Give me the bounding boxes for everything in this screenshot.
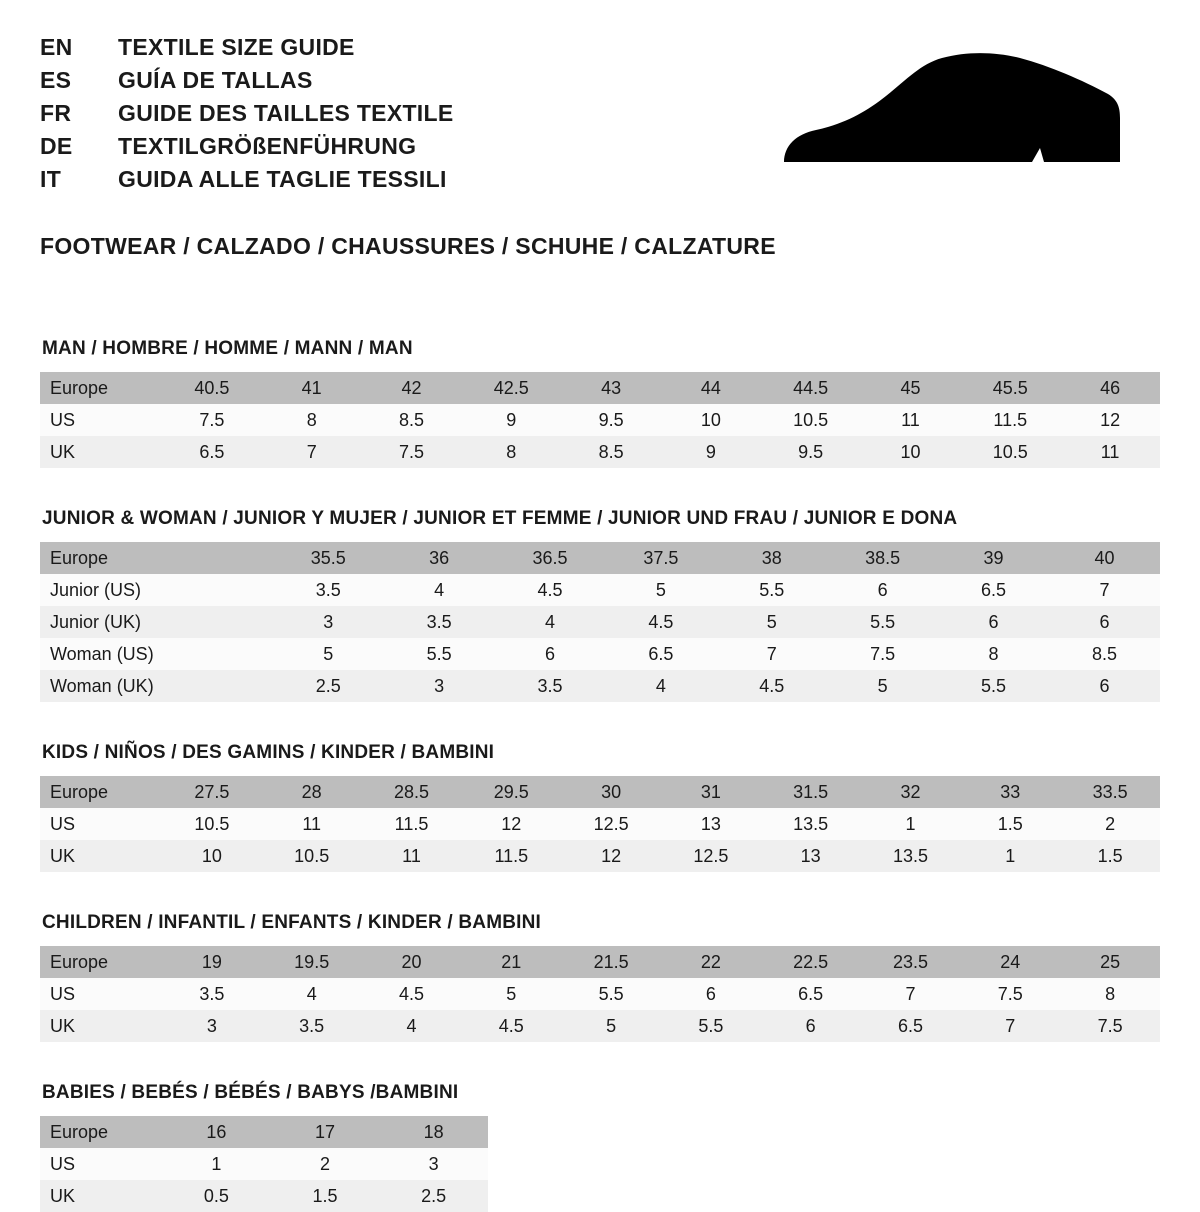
cell: 22.5 xyxy=(761,946,861,978)
cell: 27.5 xyxy=(162,776,262,808)
language-code: FR xyxy=(40,100,72,126)
cell: 9.5 xyxy=(561,404,661,436)
cell: 2 xyxy=(271,1148,380,1180)
cell: 7 xyxy=(960,1010,1060,1042)
language-code: IT xyxy=(40,166,62,192)
cell: 2 xyxy=(1060,808,1160,840)
cell: 38.5 xyxy=(827,542,938,574)
table-row xyxy=(40,670,1160,702)
section-kids xyxy=(40,742,1160,872)
cell: 10 xyxy=(661,404,761,436)
row-label: UK xyxy=(40,840,162,872)
cell: 8 xyxy=(461,436,561,468)
cell: 7 xyxy=(861,978,961,1010)
row-label: Europe xyxy=(40,1116,162,1148)
section-title: MAN / HOMBRE / HOMME / MANN / MAN xyxy=(42,338,413,359)
junior-woman-size-table xyxy=(40,542,1160,702)
language-title: GUÍA DE TALLAS xyxy=(118,67,313,93)
cell: 5 xyxy=(561,1010,661,1042)
cell: 1 xyxy=(162,1148,271,1180)
table-row xyxy=(40,404,1160,436)
row-label: Junior (US) xyxy=(40,574,162,606)
cell: 3.5 xyxy=(262,1010,362,1042)
cell: 5.5 xyxy=(938,670,1049,702)
cell: 2.5 xyxy=(273,670,384,702)
dress-shoe-illustration xyxy=(772,50,1132,180)
cell: 36.5 xyxy=(495,542,606,574)
row-label: Europe xyxy=(40,946,162,978)
table-row xyxy=(40,372,1160,404)
cell: 7 xyxy=(1049,574,1160,606)
cell: 4.5 xyxy=(495,574,606,606)
cell: 10.5 xyxy=(262,840,362,872)
language-row xyxy=(40,133,454,166)
cell: 17 xyxy=(271,1116,380,1148)
row-label: UK xyxy=(40,1180,162,1212)
cell: 4 xyxy=(495,606,606,638)
cell: 4.5 xyxy=(362,978,462,1010)
cell xyxy=(162,574,273,606)
cell: 1.5 xyxy=(1060,840,1160,872)
cell: 3.5 xyxy=(384,606,495,638)
cell: 23.5 xyxy=(861,946,961,978)
cell: 40 xyxy=(1049,542,1160,574)
cell: 4.5 xyxy=(606,606,717,638)
row-label: Europe xyxy=(40,372,162,404)
table-row xyxy=(40,840,1160,872)
table-row xyxy=(40,808,1160,840)
children-size-table xyxy=(40,946,1160,1042)
cell: 8.5 xyxy=(1049,638,1160,670)
cell: 43 xyxy=(561,372,661,404)
row-label: Junior (UK) xyxy=(40,606,162,638)
language-title: GUIDE DES TAILLES TEXTILE xyxy=(118,100,454,126)
language-code: ES xyxy=(40,67,72,93)
cell: 28 xyxy=(262,776,362,808)
cell: 2.5 xyxy=(379,1180,488,1212)
cell: 3 xyxy=(273,606,384,638)
cell: 13.5 xyxy=(761,808,861,840)
cell: 8 xyxy=(1060,978,1160,1010)
cell: 30 xyxy=(561,776,661,808)
cell: 4.5 xyxy=(461,1010,561,1042)
cell: 25 xyxy=(1060,946,1160,978)
dress-shoe-icon xyxy=(782,50,1122,180)
cell: 12.5 xyxy=(661,840,761,872)
cell: 10 xyxy=(861,436,961,468)
table-row xyxy=(40,1116,488,1148)
footwear-category-title: FOOTWEAR / CALZADO / CHAUSSURES / SCHUHE / CALZATURE xyxy=(40,233,776,259)
babies-size-table xyxy=(40,1116,488,1212)
table-row xyxy=(40,776,1160,808)
section-babies xyxy=(40,1082,1160,1212)
cell: 7.5 xyxy=(1060,1010,1160,1042)
row-label: US xyxy=(40,1148,162,1180)
cell: 12.5 xyxy=(561,808,661,840)
language-title: TEXTILE SIZE GUIDE xyxy=(118,34,355,60)
cell: 16 xyxy=(162,1116,271,1148)
cell: 6.5 xyxy=(861,1010,961,1042)
cell: 6 xyxy=(661,978,761,1010)
cell: 35.5 xyxy=(273,542,384,574)
cell: 3 xyxy=(162,1010,262,1042)
cell: 6 xyxy=(938,606,1049,638)
cell: 19.5 xyxy=(262,946,362,978)
language-row xyxy=(40,67,454,100)
cell: 11.5 xyxy=(960,404,1060,436)
cell: 7.5 xyxy=(162,404,262,436)
cell: 12 xyxy=(561,840,661,872)
cell: 8.5 xyxy=(561,436,661,468)
cell: 6 xyxy=(1049,606,1160,638)
table-row xyxy=(40,1148,488,1180)
row-label: Woman (UK) xyxy=(40,670,162,702)
cell: 19 xyxy=(162,946,262,978)
language-row xyxy=(40,100,454,133)
cell: 36 xyxy=(384,542,495,574)
section-children xyxy=(40,912,1160,1042)
cell: 28.5 xyxy=(362,776,462,808)
cell: 46 xyxy=(1060,372,1160,404)
cell: 9 xyxy=(461,404,561,436)
cell: 24 xyxy=(960,946,1060,978)
cell: 5 xyxy=(273,638,384,670)
section-title: JUNIOR & WOMAN / JUNIOR Y MUJER / JUNIOR ET FEMME / JUNIOR UND FRAU / JUNIOR E DONA xyxy=(42,508,958,529)
cell: 6 xyxy=(495,638,606,670)
cell: 1.5 xyxy=(960,808,1060,840)
cell: 4.5 xyxy=(716,670,827,702)
cell: 11 xyxy=(1060,436,1160,468)
cell: 4 xyxy=(384,574,495,606)
cell: 7.5 xyxy=(827,638,938,670)
cell xyxy=(162,638,273,670)
cell: 45.5 xyxy=(960,372,1060,404)
table-row xyxy=(40,542,1160,574)
cell: 37.5 xyxy=(606,542,717,574)
section-junior-woman xyxy=(40,508,1160,702)
cell: 39 xyxy=(938,542,1049,574)
cell: 5.5 xyxy=(661,1010,761,1042)
cell: 6 xyxy=(827,574,938,606)
cell xyxy=(162,670,273,702)
cell: 6.5 xyxy=(162,436,262,468)
section-title: CHILDREN / INFANTIL / ENFANTS / KINDER / BAMBINI xyxy=(42,912,542,933)
cell: 9.5 xyxy=(761,436,861,468)
cell: 4 xyxy=(606,670,717,702)
cell: 10 xyxy=(162,840,262,872)
cell: 4 xyxy=(262,978,362,1010)
table-row xyxy=(40,1010,1160,1042)
cell: 0.5 xyxy=(162,1180,271,1212)
language-title-list xyxy=(40,34,454,199)
cell: 45 xyxy=(861,372,961,404)
table-row xyxy=(40,574,1160,606)
cell: 40.5 xyxy=(162,372,262,404)
cell: 11 xyxy=(861,404,961,436)
cell: 3 xyxy=(379,1148,488,1180)
cell: 5.5 xyxy=(827,606,938,638)
cell: 41 xyxy=(262,372,362,404)
language-code: EN xyxy=(40,34,73,60)
cell: 10.5 xyxy=(761,404,861,436)
cell: 31 xyxy=(661,776,761,808)
cell: 5 xyxy=(827,670,938,702)
man-size-table xyxy=(40,372,1160,468)
cell: 4 xyxy=(362,1010,462,1042)
cell: 11 xyxy=(262,808,362,840)
row-label: Europe xyxy=(40,542,162,574)
language-title: TEXTILGRÖßENFÜHRUNG xyxy=(118,133,417,159)
row-label: US xyxy=(40,404,162,436)
row-label: Woman (US) xyxy=(40,638,162,670)
row-label: Europe xyxy=(40,776,162,808)
cell: 5.5 xyxy=(716,574,827,606)
cell: 13 xyxy=(761,840,861,872)
cell: 12 xyxy=(461,808,561,840)
cell: 6 xyxy=(761,1010,861,1042)
cell xyxy=(162,542,273,574)
cell: 12 xyxy=(1060,404,1160,436)
cell: 9 xyxy=(661,436,761,468)
cell: 10.5 xyxy=(162,808,262,840)
cell: 8.5 xyxy=(362,404,462,436)
cell: 7 xyxy=(262,436,362,468)
language-code: DE xyxy=(40,133,73,159)
cell: 3.5 xyxy=(495,670,606,702)
section-title: KIDS / NIÑOS / DES GAMINS / KINDER / BAMBINI xyxy=(42,742,495,763)
cell: 6.5 xyxy=(938,574,1049,606)
cell: 3 xyxy=(384,670,495,702)
table-row xyxy=(40,436,1160,468)
cell: 8 xyxy=(262,404,362,436)
section-title: BABIES / BEBÉS / BÉBÉS / BABYS /BAMBINI xyxy=(42,1082,459,1103)
cell: 20 xyxy=(362,946,462,978)
cell: 21.5 xyxy=(561,946,661,978)
table-row xyxy=(40,606,1160,638)
cell: 44 xyxy=(661,372,761,404)
cell: 5.5 xyxy=(561,978,661,1010)
cell: 38 xyxy=(716,542,827,574)
cell: 8 xyxy=(938,638,1049,670)
cell: 10.5 xyxy=(960,436,1060,468)
cell: 22 xyxy=(661,946,761,978)
table-row xyxy=(40,638,1160,670)
cell: 13 xyxy=(661,808,761,840)
cell: 1 xyxy=(861,808,961,840)
cell: 21 xyxy=(461,946,561,978)
cell: 6.5 xyxy=(761,978,861,1010)
cell: 5.5 xyxy=(384,638,495,670)
cell: 11.5 xyxy=(362,808,462,840)
language-row xyxy=(40,166,454,199)
document-header xyxy=(40,34,1160,199)
section-man xyxy=(40,338,1160,468)
row-label: UK xyxy=(40,436,162,468)
cell: 33.5 xyxy=(1060,776,1160,808)
cell: 1.5 xyxy=(271,1180,380,1212)
cell: 29.5 xyxy=(461,776,561,808)
cell: 42 xyxy=(362,372,462,404)
cell: 6 xyxy=(1049,670,1160,702)
table-row xyxy=(40,1180,488,1212)
cell: 42.5 xyxy=(461,372,561,404)
cell: 5 xyxy=(461,978,561,1010)
cell: 44.5 xyxy=(761,372,861,404)
cell: 1 xyxy=(960,840,1060,872)
cell xyxy=(162,606,273,638)
cell: 5 xyxy=(716,606,827,638)
row-label: US xyxy=(40,808,162,840)
cell: 7.5 xyxy=(362,436,462,468)
cell: 11 xyxy=(362,840,462,872)
cell: 6.5 xyxy=(606,638,717,670)
cell: 32 xyxy=(861,776,961,808)
language-title: GUIDA ALLE TAGLIE TESSILI xyxy=(118,166,447,192)
cell: 13.5 xyxy=(861,840,961,872)
table-row xyxy=(40,946,1160,978)
cell: 33 xyxy=(960,776,1060,808)
cell: 5 xyxy=(606,574,717,606)
cell: 3.5 xyxy=(273,574,384,606)
language-row xyxy=(40,34,454,67)
cell: 18 xyxy=(379,1116,488,1148)
cell: 11.5 xyxy=(461,840,561,872)
kids-size-table xyxy=(40,776,1160,872)
cell: 31.5 xyxy=(761,776,861,808)
cell: 7 xyxy=(716,638,827,670)
row-label: UK xyxy=(40,1010,162,1042)
cell: 3.5 xyxy=(162,978,262,1010)
table-row xyxy=(40,978,1160,1010)
cell: 7.5 xyxy=(960,978,1060,1010)
row-label: US xyxy=(40,978,162,1010)
